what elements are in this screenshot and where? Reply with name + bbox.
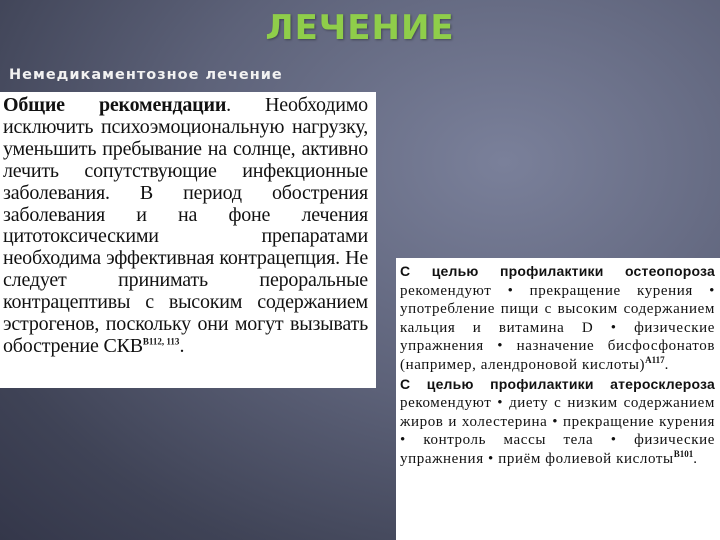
atherosclerosis-text: рекомендуют • диету с низким содержанием жиров и холестерина • прекращение курения • контроль массы тела • физические упражнения • приём фолиевой кислоты [400,395,715,467]
osteoporosis-heading: С целью профилактики остеопороза [400,263,715,279]
general-recommendations-text: . Необходимо исключить психоэмоциональную нагрузку, уменьшить пребывание на солнце, активно лечить сопутствующие инфекционные заболевания. В период обострения заболевания и на фоне лечения цитотоксическими препаратами необходима эффективная контрацепция. Не следует принимать пероральные контрацептивы с высоким содержанием эстрогенов, поскольку они могут вызывать обострение СКВ [3,94,368,357]
general-recommendations-panel [0,92,376,388]
reference-marker: A117 [645,354,665,365]
atherosclerosis-prevention-paragraph [400,375,715,469]
atherosclerosis-heading: С целью профилактики атеросклероза [400,375,715,392]
slide-title: ЛЕЧЕНИЕ [265,8,455,48]
text-period: . [179,334,185,357]
reference-marker: B101 [673,448,694,459]
general-recommendations-heading: Общие рекомендации [3,94,227,116]
text-period: . [664,356,670,373]
prevention-panel [396,258,720,540]
slide-subtitle: Немедикаментозное лечение [9,67,283,83]
osteoporosis-prevention-paragraph [400,262,715,375]
text-period: . [693,450,698,467]
reference-marker: B112, 113 [142,336,180,347]
osteoporosis-text: рекомендуют • прекращение курения • употребление пищи с высоким содержанием кальция и витамина D • физические упражнения • назначение бисфосфонатов (например, алендроновой кислоты) [400,282,715,373]
